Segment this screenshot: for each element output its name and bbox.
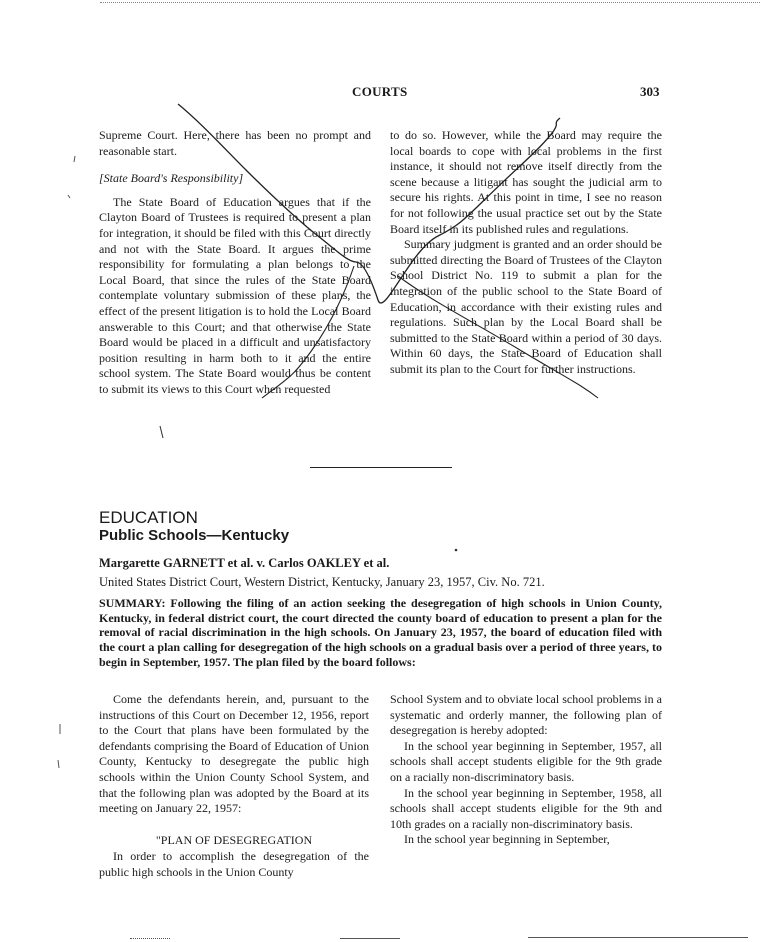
body-paragraph: In the school year beginning in September, 1957, all schools shall accept students eligible for the 9th grade on a racially non-discriminatory basis. [390,738,662,784]
bottom-right-column [390,692,662,848]
opinion-paragraph: Supreme Court. Here, there has been no prompt and reasonable start. [99,128,371,158]
case-summary: SUMMARY: Following the filing of an action seeking the desegregation of high schools in Union County, Kentucky, in federal district court, the court directed the county board of education to present a plan for the removal of racial discrimination in the high schools. On January 23, 1957, the board of education filed with the court a plan calling for desegregation of the high schools on a gradual basis over a period of three years, to begin in September, 1957. The plan filed by the board follows: [99,596,662,669]
scan-edge-mark [340,938,400,939]
running-header-title: COURTS [352,84,408,99]
opinion-paragraph: Summary judgment is granted and an order should be submitted directing the Board of Trustees of the Clayton School District No. 119 to submit a plan for the integration of the public school to the State Board of Education, in accordance with their existing rules and regulations. Such plan by the Local Board shall be submitted to the State Board within a period of 30 days. Within 60 days, the State Board of Education shall submit its plan to the Court for further instructions. [390,237,662,376]
opinion-paragraph: The State Board of Education argues that if the Clayton Board of Trustees is required to present a plan for integration, it should be filed with this Court directly and not with the State Board. It argues the prime responsibility for formulating a plan belongs to the Local Board, that since the rules of the State Board contemplate voluntary submission of these plans, the effect of the present litigation is to hold the Local Board answerable to this Court; and that otherwise the State Board would be placed in a difficult and unsatisfactory position resulting in harm both to it and the entire school system. The State Board would thus be content to submit its views to this Court when requested [99,194,371,396]
scan-edge-mark [130,938,170,939]
plan-heading: "PLAN OF DESEGREGATION [155,832,313,847]
pen-tick [58,760,59,768]
court-citation: United States District Court, Western District, Kentucky, January 23, 1957, Civ. No. 721. [99,575,545,589]
body-paragraph: School System and to obviate local school problems in a systematic and orderly manner, the following plan of desegregation is hereby adopted: [390,692,662,738]
pen-tick [74,156,75,162]
case-title: Margarette GARNETT et al. v. Carlos OAKLEY et al. [99,556,390,570]
page-number: 303 [640,84,660,99]
section-title: EDUCATION [99,508,198,527]
scan-dotted-edge [100,2,760,3]
bottom-left-column [99,692,369,881]
top-right-column [390,128,662,378]
scan-edge-mark [528,937,748,938]
opinion-subheading: [State Board's Responsibility] [99,171,244,186]
body-paragraph: In order to accomplish the desegregation of the public high schools in the Union County [99,849,369,879]
opinion-paragraph: to do so. However, while the Board may require the local boards to cope with local problems in the first instance, it should not remove itself directly from the scene because a litigant has sought the judicial arm to secure his rights. At this point in time, I see no reason for not following the usual practice set out by the State Board itself in its published rules and regulations. [390,128,662,236]
ink-dot [455,549,458,552]
section-subtitle: Public Schools—Kentucky [99,527,290,544]
body-paragraph: Come the defendants herein, and, pursuant to the instructions of this Court on December 12, 1956, report to the Court that plans have been formulated by the defendants comprising the Board of Education of Union County, Kentucky to desegregate the public high schools within the Union County School System, and that the following plan was adopted by the Board at its meeting on January 22, 1957: [99,692,369,816]
body-paragraph: In the school year beginning in September, [404,832,610,847]
pen-tick [160,426,163,438]
pen-tick [68,195,70,198]
top-left-column [99,128,371,398]
section-divider-rule [310,467,452,468]
body-paragraph: In the school year beginning in September, 1958, all schools shall accept students eligible for the 9th and 10th grades on a racially non-discriminatory basis. [390,785,662,831]
